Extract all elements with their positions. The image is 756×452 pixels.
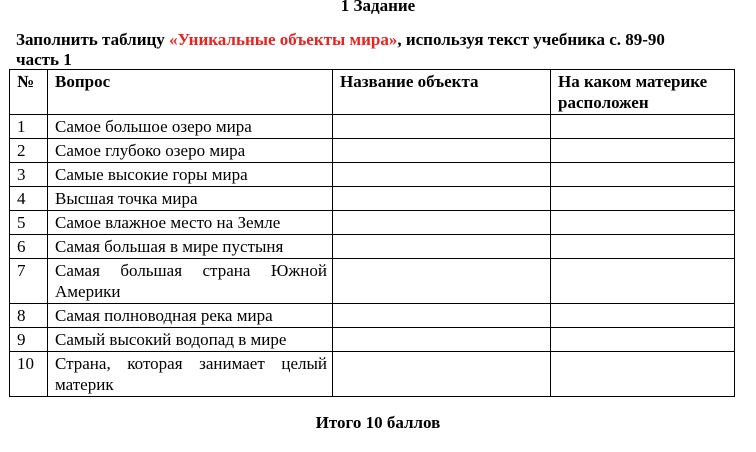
objects-table	[9, 69, 735, 397]
table-row	[10, 304, 735, 328]
row-continent-cell[interactable]	[551, 187, 735, 211]
row-object-cell[interactable]	[333, 259, 551, 304]
row-number: 6	[10, 235, 48, 259]
table-header-row	[10, 70, 735, 115]
row-question: Самая большая в мире пустыня	[48, 235, 333, 259]
table-row	[10, 115, 735, 139]
row-object-cell[interactable]	[333, 328, 551, 352]
row-question: Самое влажное место на Земле	[48, 211, 333, 235]
row-number: 2	[10, 139, 48, 163]
instruction-prefix: Заполнить таблицу	[16, 30, 170, 49]
table-row	[10, 328, 735, 352]
table-row	[10, 211, 735, 235]
header-question: Вопрос	[48, 70, 333, 115]
row-object-cell[interactable]	[333, 211, 551, 235]
row-question: Самое глубоко озеро мира	[48, 139, 333, 163]
row-continent-cell[interactable]	[551, 115, 735, 139]
header-number: №	[10, 70, 48, 115]
row-continent-cell[interactable]	[551, 352, 735, 397]
table-row	[10, 187, 735, 211]
row-number: 10	[10, 352, 48, 397]
table-row	[10, 235, 735, 259]
header-continent: На каком материке расположен	[551, 70, 735, 115]
task-heading: 1 Задание	[340, 0, 416, 15]
row-continent-cell[interactable]	[551, 163, 735, 187]
row-number: 5	[10, 211, 48, 235]
task-instruction	[16, 30, 751, 70]
row-number: 3	[10, 163, 48, 187]
table-row	[10, 139, 735, 163]
instruction-line-1	[16, 30, 751, 50]
row-number: 1	[10, 115, 48, 139]
row-question: Самое большое озеро мира	[48, 115, 333, 139]
table-row	[10, 352, 735, 397]
row-question: Самый высокий водопад в мире	[48, 328, 333, 352]
row-object-cell[interactable]	[333, 115, 551, 139]
row-object-cell[interactable]	[333, 235, 551, 259]
row-continent-cell[interactable]	[551, 139, 735, 163]
row-question: Страна, которая занимает целый материк	[48, 352, 333, 397]
row-object-cell[interactable]	[333, 187, 551, 211]
header-object-name: Название объекта	[333, 70, 551, 115]
row-continent-cell[interactable]	[551, 259, 735, 304]
row-continent-cell[interactable]	[551, 235, 735, 259]
instruction-line-2: часть 1	[16, 50, 72, 69]
row-question: Высшая точка мира	[48, 187, 333, 211]
row-continent-cell[interactable]	[551, 328, 735, 352]
row-question: Самая полноводная река мира	[48, 304, 333, 328]
row-number: 9	[10, 328, 48, 352]
total-score: Итого 10 баллов	[315, 413, 441, 432]
row-number: 4	[10, 187, 48, 211]
row-object-cell[interactable]	[333, 304, 551, 328]
row-continent-cell[interactable]	[551, 211, 735, 235]
row-number: 8	[10, 304, 48, 328]
table-row	[10, 259, 735, 304]
row-object-cell[interactable]	[333, 139, 551, 163]
table-row	[10, 163, 735, 187]
row-continent-cell[interactable]	[551, 304, 735, 328]
row-question: Самые высокие горы мира	[48, 163, 333, 187]
row-object-cell[interactable]	[333, 163, 551, 187]
instruction-suffix: , используя текст учебника с. 89-90	[397, 30, 665, 49]
instruction-highlight: «Уникальные объекты мира»	[169, 30, 398, 49]
row-question: Самая большая страна Южной Америки	[48, 259, 333, 304]
row-number: 7	[10, 259, 48, 304]
row-object-cell[interactable]	[333, 352, 551, 397]
